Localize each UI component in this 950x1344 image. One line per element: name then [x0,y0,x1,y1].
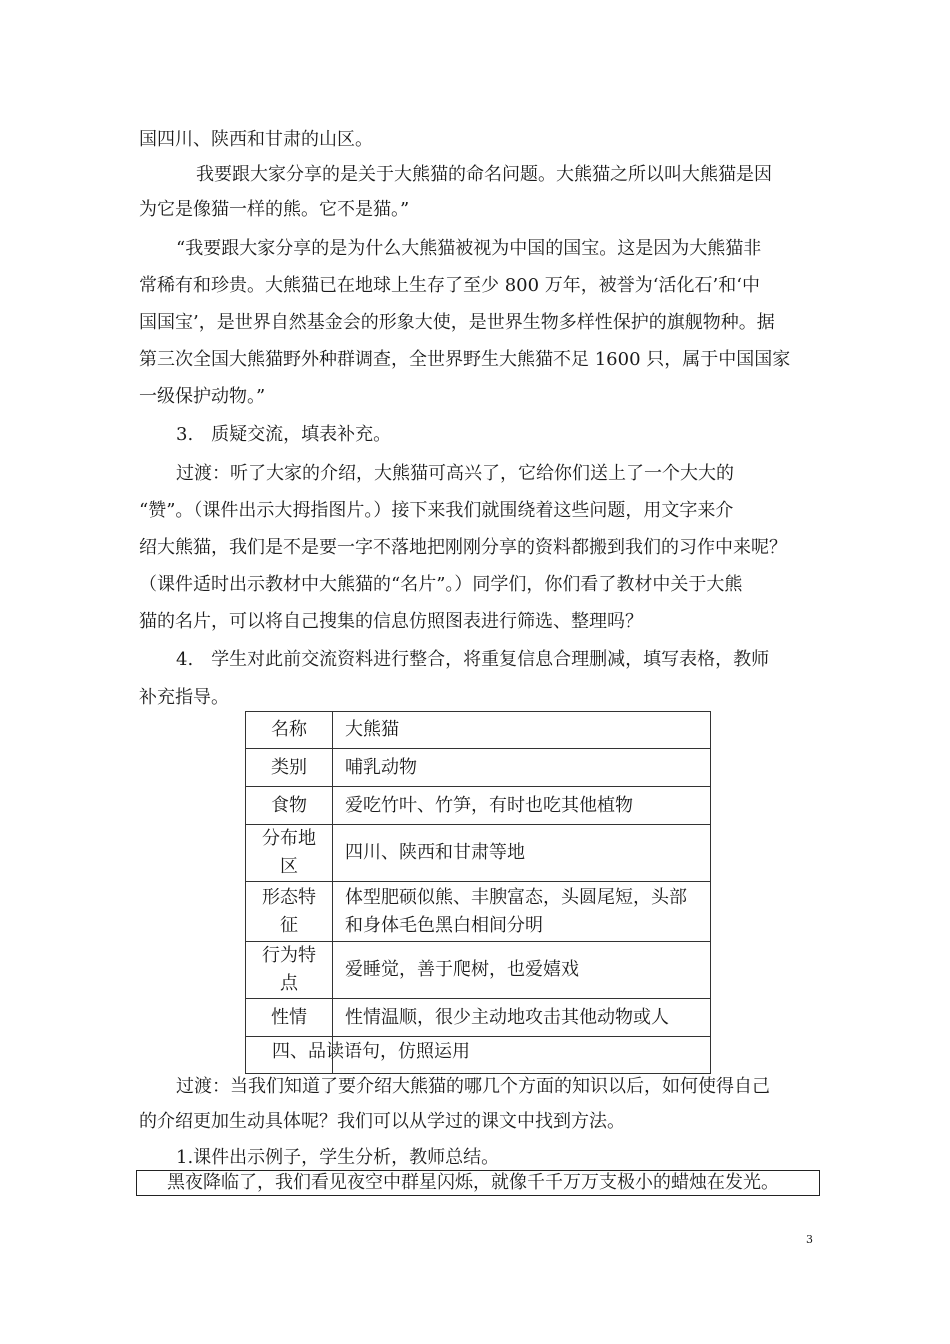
table-value: 哺乳动物 [333,749,711,787]
table-key: 性情 [246,999,333,1037]
table-row [246,825,711,882]
table-row [246,999,711,1037]
paragraph-line: 为它是像猫一样的熊。它不是猫。” [139,199,410,220]
paragraph-line: 第三次全国大熊猫野外种群调查，全世界野生大熊猫不足 1600 只，属于中国国家 [139,349,791,370]
paragraph-line: 猫的名片，可以将自己搜集的信息仿照图表进行筛选、整理吗？ [139,611,643,632]
section-step: 3. 质疑交流，填表补充。 [176,424,392,445]
table-row [246,942,711,999]
panda-info-table [245,711,711,1074]
paragraph-line: 绍大熊猫，我们是不是要一字不落地把刚刚分享的资料都搬到我们的习作中来呢？ [139,537,787,558]
section-step: 1.课件出示例子，学生分析，教师总结。 [176,1147,500,1168]
paragraph-line: 常稀有和珍贵。大熊猫已在地球上生存了至少 800 万年，被誉为‘活化石’和‘中 [139,275,760,296]
table-value: 爱吃竹叶、竹笋，有时也吃其他植物 [333,787,711,825]
paragraph-line: 过渡：听了大家的介绍，大熊猫可高兴了，它给你们送上了一个大大的 [176,463,734,484]
section-step: 4. 学生对此前交流资料进行整合，将重复信息合理删减，填写表格，教师 [176,649,770,670]
paragraph-line: 国四川、陕西和甘肃的山区。 [139,129,373,150]
table-key: 类别 [246,749,333,787]
table-row [246,882,711,942]
table-row [246,712,711,749]
section-heading: 四、品读语句，仿照运用 [272,1041,470,1062]
table-row [246,749,711,787]
table-key: 行为特点 [246,942,333,999]
table-value: 大熊猫 [333,712,711,749]
table-row [246,787,711,825]
example-sentence-box: 黑夜降临了，我们看见夜空中群星闪烁，就像千千万万支极小的蜡烛在发光。 [136,1170,820,1196]
paragraph-line: 一级保护动物。” [139,386,266,407]
table-value: 性情温顺，很少主动地攻击其他动物或人 [333,999,711,1037]
table-key: 分布地区 [246,825,333,882]
paragraph-line: 的介绍更加生动具体呢？我们可以从学过的课文中找到方法。 [139,1111,625,1132]
table-value: 体型肥硕似熊、丰腴富态，头圆尾短，头部和身体毛色黑白相间分明 [333,882,711,942]
paragraph-line: 我要跟大家分享的是关于大熊猫的命名问题。大熊猫之所以叫大熊猫是因 [196,164,772,185]
table-value: 四川、陕西和甘肃等地 [333,825,711,882]
paragraph-line: 过渡：当我们知道了要介绍大熊猫的哪几个方面的知识以后，如何使得自己 [176,1076,770,1097]
paragraph-line: 国国宝’，是世界自然基金会的形象大使，是世界生物多样性保护的旗舰物种。据 [139,312,775,333]
paragraph-line: “我要跟大家分享的是为什么大熊猫被视为中国的国宝。这是因为大熊猫非 [176,238,762,259]
table-key: 食物 [246,787,333,825]
table-key: 形态特征 [246,882,333,942]
page-number: 3 [806,1233,813,1246]
paragraph-line: 补充指导。 [139,687,229,708]
paragraph-line: （课件适时出示教材中大熊猫的“名片”。）同学们，你们看了教材中关于大熊 [139,574,743,595]
table-value: 爱睡觉，善于爬树，也爱嬉戏 [333,942,711,999]
table-key: 名称 [246,712,333,749]
paragraph-line: “赞”。（课件出示大拇指图片。）接下来我们就围绕着这些问题，用文字来介 [139,500,734,521]
